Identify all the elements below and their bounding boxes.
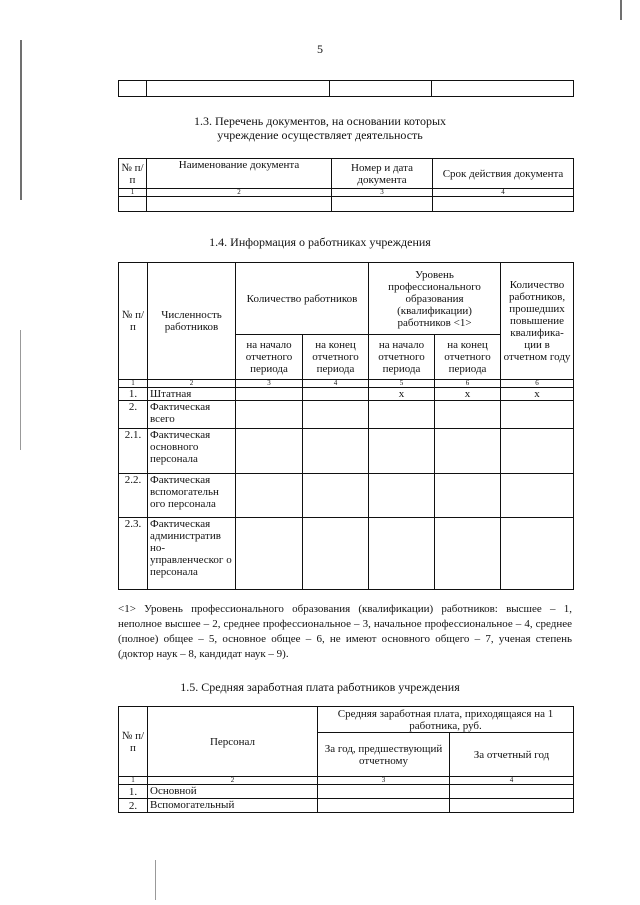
heading-line: учреждение осуществляет деятельность (217, 128, 423, 142)
table-cell: х (369, 388, 435, 401)
header-cell: на начало отчетного периода (236, 335, 303, 380)
table-cell (435, 401, 501, 429)
table-cell (435, 518, 501, 590)
row-label: Штатная (148, 388, 236, 401)
documents-table (118, 158, 574, 212)
table-cell (236, 429, 303, 474)
table-cell (432, 81, 574, 97)
header-cell: Наименование документа (147, 159, 332, 189)
index-cell: 4 (433, 189, 574, 197)
index-cell: 4 (450, 777, 574, 785)
index-cell: 6 (501, 380, 574, 388)
table-row (119, 474, 574, 518)
table-cell (332, 197, 433, 212)
row-number: 2.3. (119, 518, 148, 590)
row-label: Фактическая административ но-управленческог о персонала (148, 518, 236, 590)
header-cell: на начало отчетного периода (369, 335, 435, 380)
row-number: 2. (119, 799, 148, 813)
table-cell (501, 474, 574, 518)
row-number: 2. (119, 401, 148, 429)
table-cell (236, 388, 303, 401)
table-row (119, 799, 574, 813)
row-number: 1. (119, 785, 148, 799)
table-row (119, 401, 574, 429)
table-cell (330, 81, 432, 97)
header-cell: За отчетный год (450, 733, 574, 777)
header-cell: Количество работников (236, 263, 369, 335)
row-label: Фактическая всего (148, 401, 236, 429)
table-row (119, 429, 574, 474)
employees-table (118, 262, 574, 590)
index-cell: 5 (369, 380, 435, 388)
table-cell (369, 401, 435, 429)
table-cell (501, 429, 574, 474)
table-cell (236, 518, 303, 590)
table-cell (435, 474, 501, 518)
scan-mark (620, 0, 622, 20)
row-number: 2.1. (119, 429, 148, 474)
index-cell: 4 (303, 380, 369, 388)
previous-table-fragment (118, 80, 574, 97)
section-1-3-heading (0, 114, 640, 142)
index-cell: 1 (119, 380, 148, 388)
table-cell (318, 799, 450, 813)
page-number: 5 (317, 42, 323, 56)
header-cell: на конец отчетного периода (435, 335, 501, 380)
index-cell: 3 (236, 380, 303, 388)
header-cell: № п/п (119, 263, 148, 380)
row-label: Вспомогательный (148, 799, 318, 813)
header-cell: № п/п (119, 707, 148, 777)
index-cell: 1 (119, 777, 148, 785)
table-row (119, 518, 574, 590)
table-cell (369, 429, 435, 474)
table-cell (369, 518, 435, 590)
header-cell: Уровень профессионального образования (квалификации) работников <1> (369, 263, 501, 335)
header-cell: За год, предшествующий отчетному (318, 733, 450, 777)
row-number: 2.2. (119, 474, 148, 518)
row-label: Фактическая основного персонала (148, 429, 236, 474)
table-cell (119, 197, 147, 212)
table-cell (450, 785, 574, 799)
salary-table (118, 706, 574, 813)
index-cell: 1 (119, 189, 147, 197)
header-cell: на конец отчетного периода (303, 335, 369, 380)
table-cell: х (501, 388, 574, 401)
table-cell (236, 474, 303, 518)
header-cell: Средняя заработная плата, приходящаяся на 1 работника, руб. (318, 707, 574, 733)
index-cell: 2 (148, 777, 318, 785)
table-cell (318, 785, 450, 799)
section-1-5-heading: 1.5. Средняя заработная плата работников учреждения (180, 680, 460, 694)
heading-line: 1.3. Перечень документов, на основании которых (193, 114, 447, 128)
table-cell (303, 429, 369, 474)
index-cell: 2 (148, 380, 236, 388)
row-label: Основной (148, 785, 318, 799)
table-cell (501, 401, 574, 429)
table-cell (501, 518, 574, 590)
scan-mark (20, 330, 21, 450)
table-cell (147, 197, 332, 212)
table-cell (303, 474, 369, 518)
table-cell (303, 518, 369, 590)
table-cell (147, 81, 330, 97)
table-cell (433, 197, 574, 212)
header-cell: № п/п (119, 159, 147, 189)
header-cell: Персонал (148, 707, 318, 777)
table-cell (119, 81, 147, 97)
section-1-4-heading: 1.4. Информация о работниках учреждения (209, 235, 431, 249)
table-cell (369, 474, 435, 518)
table-row (119, 388, 574, 401)
row-label: Фактическая вспомогательн ого персонала (148, 474, 236, 518)
table-row (119, 785, 574, 799)
index-cell: 3 (332, 189, 433, 197)
table-cell (303, 401, 369, 429)
scan-mark (155, 860, 156, 900)
table-cell: х (435, 388, 501, 401)
table-cell (303, 388, 369, 401)
header-cell: Номер и дата документа (332, 159, 433, 189)
footnote: <1> Уровень профессионального образования (квалификации) работников: высшее – 1, неполное высшее – 2, среднее профессиональное – 3, начальное профессиональное – 4, среднее (полное) общее – 5, основное общее – 6, не имеют основного общего – 7, ученая степень (доктор наук – 8, кандидат наук – 9). (118, 603, 572, 660)
header-cell: Численность работников (148, 263, 236, 380)
table-cell (236, 401, 303, 429)
index-cell: 3 (318, 777, 450, 785)
table-cell (435, 429, 501, 474)
row-number: 1. (119, 388, 148, 401)
index-cell: 6 (435, 380, 501, 388)
index-cell: 2 (147, 189, 332, 197)
header-cell: Количество работников, прошедших повышение квалифика-ции в отчетном году (501, 263, 574, 380)
table-cell (450, 799, 574, 813)
header-cell: Срок действия документа (433, 159, 574, 189)
